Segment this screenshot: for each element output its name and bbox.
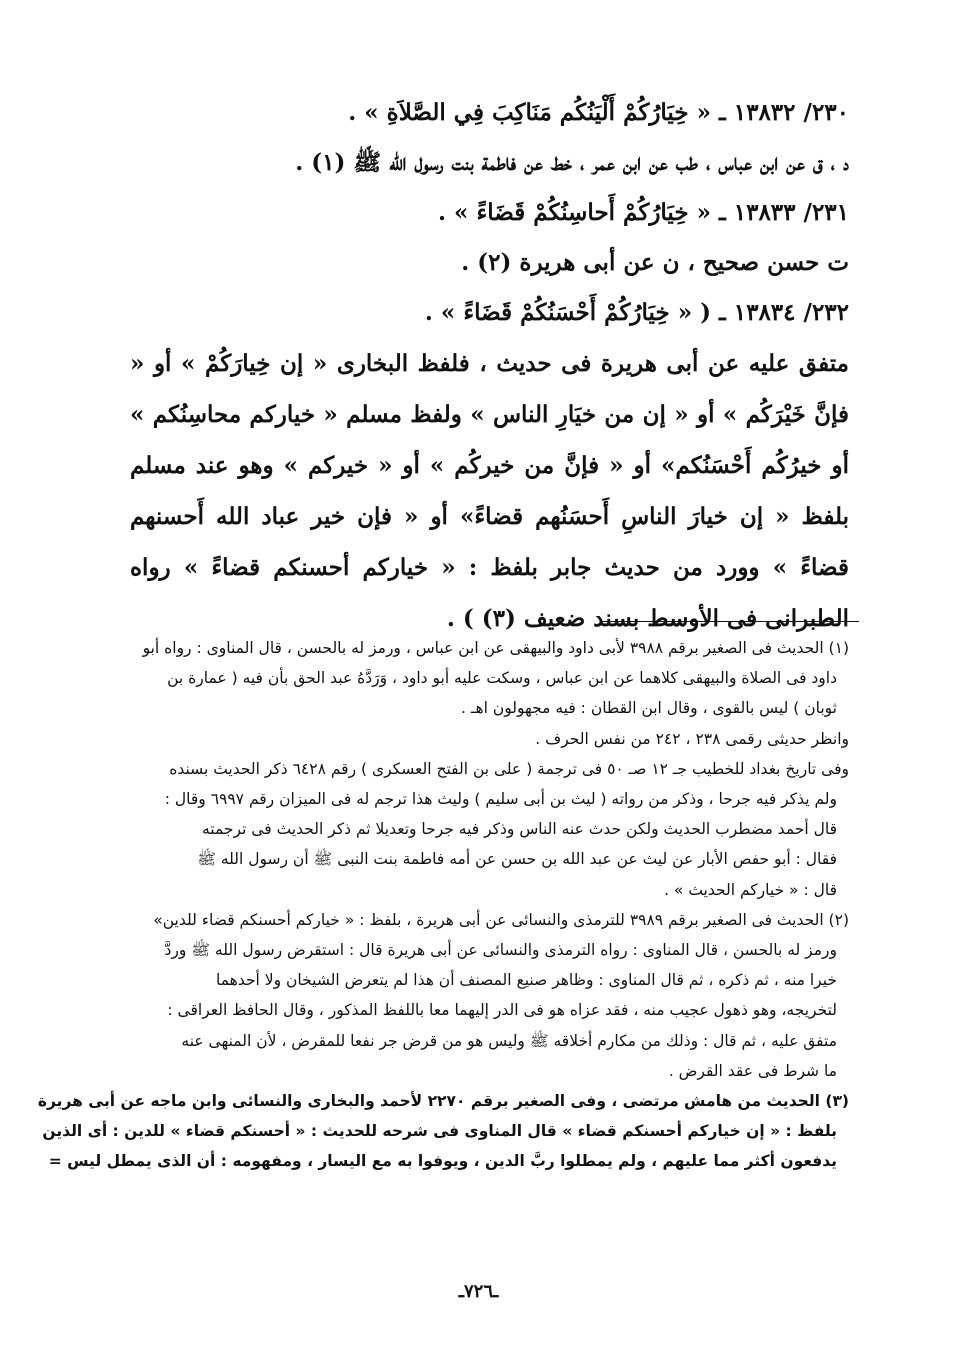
footnotes xyxy=(37,633,849,1177)
hadith-231: ٢٣١/ ١٣٨٣٣ ـ « خِيَارُكُمْ أَحاسِنُكُمْ قَضَاءً » . xyxy=(438,199,849,226)
footnote-3 xyxy=(37,1086,849,1177)
footnote-line: قال : « خياركم الحديث » . xyxy=(664,880,837,899)
footnote-line: قال أحمد مضطرب الحديث ولكن حدث عنه الناس وذكر فيه جرحا وتعديلا ثم ذكر الحديث فى ترجمته xyxy=(201,820,837,839)
footnote-line: ولم يذكر فيه جرحا ، وذكر من رواته ( ليث بن أبى سليم ) وليث هذا ترجم له فى الميزان رقم ٦٩٩٧ وقال : xyxy=(164,790,837,809)
footnote-divider xyxy=(601,621,859,622)
footnote-line: (٢) الحديث فى الصغير برقم ٣٩٨٩ للترمذى والنسائى عن أبى هريرة ، بلفظ : « خياركم أحسنكم قضاء للدين» xyxy=(153,910,849,929)
footnote-line: فقال : أبو حفص الأبار عن ليث عن عبد الله بن حسن عن أمه فاطمة بنت النبى ﷺ أن رسول الله ﷺ xyxy=(197,850,837,869)
footnote-line: (١) الحديث فى الصغير برقم ٣٩٨٨ لأبى داود والبيهقى عن ابن عباس ، ورمز له بالحسن ، قال المناوى : رواه أبو xyxy=(142,639,849,657)
footnote-line: لتخريجه، وهو ذهول عجيب منه ، فقد عزاه هو فى الدر إليهما معا باللفظ المذكور ، وقال الحافظ العراقى : xyxy=(167,1001,837,1020)
hadith-232: ٢٣٢/ ١٣٨٣٤ ـ ( « خِيَارُكُمْ أَحْسَنُكُمْ قَضَاءً » . xyxy=(424,299,849,326)
hadith-232-commentary: متفق عليه عن أبى هريرة فى حديث ، فلفظ البخارى « إن خِيارَكُمْ » أو « فإنَّ خَيْرَكُم » أو « إن من خيَارِ الناس » ولفظ مسلم « خياركم محاسِنُكم » أو خيرُكُم أَحْسَنُكم» أو « فإنَّ من خيركُم » أو « خيركم » وهو عند مسلم بلفظ « إن خيارَ الناسِ أَحسَنُهم قضاءً» أو « فإن خير عباد الله أَحسنهم قضاءً » وورد من حديث جابر بلفظ : « خياركم أحسنكم قضاءً » رواه الطبرانى فى الأوسط بسند ضعيف (٣) ) . xyxy=(130,350,849,632)
footnote-1-see-also xyxy=(78,724,849,754)
hadith-230: ٢٣٠/ ١٣٨٣٢ ـ « خِيَارُكُمْ أَلْيَنُكُم مَنَاكِبَ فِي الصَّلاَةِ » . xyxy=(348,99,849,126)
footnote-1 xyxy=(78,633,849,724)
footnote-line: بلفظ : « إن خياركم أحسنكم قضاء » قال المناوى فى شرحه للحديث : « أحسنكم قضاء » للدين : أى الذين xyxy=(42,1122,837,1141)
footnote-1-baghdad xyxy=(78,754,849,905)
footnote-line: ثوبان ) ليس بالقوى ، وقال ابن القطان : فيه مجهولون اهـ . xyxy=(461,699,837,718)
footnote-line: داود فى الصلاة والبيهقى كلاهما عن ابن عباس ، وسكت عليه أبو داود ، وَرَدَّهُ عبد الحق بأن فيه ( عمارة بن xyxy=(167,669,837,688)
footnote-line: ورمز له بالحسن ، قال المناوى : رواه الترمذى والنسائى عن أبى هريرة قال : استقرض رسول الله ﷺ وردَّ xyxy=(164,941,837,960)
footnote-line: (٣) الحديث من هامش مرتضى ، وفى الصغير برقم ٢٢٧٠ لأحمد والبخارى والنسائى وابن ماجه عن أبى هريرة xyxy=(37,1092,849,1111)
hadith-230-sources: د ، ق عن ابن عباس ، طب عن ابن عمر ، خط عن فاطمة بنت رسول الله ﷺ (١) . xyxy=(295,149,849,176)
page-number: ـ٧٢٦ـ xyxy=(458,1281,499,1302)
hadith-231-sources: ت حسن صحيح ، ن عن أبى هريرة (٢) . xyxy=(461,249,849,276)
footnote-line: متفق عليه ، ثم قال : وذلك من مكارم أخلاقه ﷺ وليس هو من قرض جر نفعا للمقرض ، لأن المنهى عنه xyxy=(181,1031,837,1050)
footnote-line: خيرا منه ، ثم ذكره ، ثم قال المناوى : وظاهر صنيع المصنف أن هذا لم يتعرض الشيخان ولا أحدهما xyxy=(215,971,837,990)
footnote-2 xyxy=(78,905,849,1086)
footnote-line: ما شرط فى عقد القرض . xyxy=(668,1061,837,1080)
footnote-line: يدفعون أكثر مما عليهم ، ولم يمطلوا ربَّ الدين ، ويوفوا به مع اليسار ، ومفهومه : أن الذى يمطل ليس = xyxy=(48,1152,837,1171)
footnote-line: وانظر حديثى رقمى ٢٣٨ ، ٢٤٢ من نفس الحرف . xyxy=(535,729,849,748)
main-text xyxy=(130,88,849,644)
footnote-line: وفى تاريخ بغداد للخطيب جـ ١٢ صـ ٥٠ فى ترجمة ( على بن الفتح العسكرى ) رقم ٦٤٢٨ ذكر الحديث بسنده xyxy=(169,759,849,778)
